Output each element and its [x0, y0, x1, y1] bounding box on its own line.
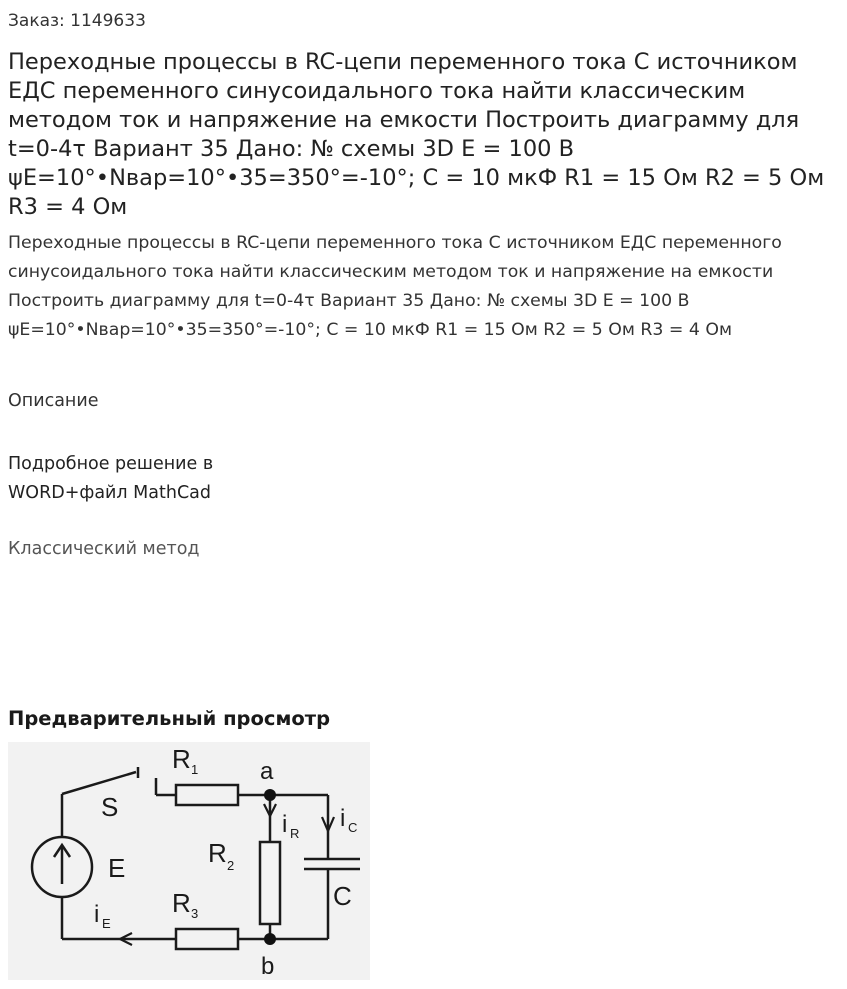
resistor-r3-icon: [176, 929, 238, 949]
preview-heading: Предварительный просмотр: [8, 707, 331, 730]
method-label: Классический метод: [8, 539, 200, 559]
circuit-preview: [8, 742, 370, 980]
label-ir-sub: R: [290, 826, 300, 841]
task-description: Переходные процессы в RC-цепи переменного тока С источником ЕДС переменного синусоидального тока найти классическим методом ток и напряжение на емкости Построить диаграмму для t=0-4τ Вариант 35 Дано: № схемы 3D E = 100 В ψE=10°•Nвар=10°•35=350°=-10°; С = 10 мкФ R1 = 15 Ом R2 = 5 Ом R3 = 4 Ом: [8, 233, 782, 340]
label-r2-sub: 2: [227, 858, 235, 873]
label-node-b: b: [261, 953, 275, 980]
label-node-a: a: [260, 758, 274, 785]
label-ic: i: [340, 805, 346, 832]
label-ic-sub: C: [348, 820, 358, 835]
label-r1: R: [172, 744, 191, 774]
node-b-dot: [264, 933, 276, 945]
switch-blade: [62, 772, 136, 794]
label-switch: S: [101, 792, 119, 822]
label-ir: i: [282, 811, 288, 838]
solution-detail: Подробное решение в WORD+файл MathCad: [8, 454, 214, 503]
node-a-dot: [264, 789, 276, 801]
label-r2: R: [208, 838, 227, 868]
description-heading: Описание: [8, 391, 99, 411]
label-source: E: [108, 853, 126, 883]
label-r1-sub: 1: [191, 762, 199, 777]
label-r3-sub: 3: [191, 906, 199, 921]
order-number: Заказ: 1149633: [8, 11, 146, 31]
page-title: Переходные процессы в RC-цепи переменного тока С источником ЕДС переменного синусоидального тока найти классическим методом ток и напряжение на емкости Построить диаграмму для t=0-4τ Вариант 35 Дано: № схемы 3D E = 100 В ψE=10°•Nвар=10°•35=350°=-10°; С = 10 мкФ R1 = 15 Ом R2 = 5 Ом R3 = 4 Ом: [8, 49, 825, 220]
label-ie: i: [94, 901, 100, 928]
label-ie-sub: E: [102, 916, 111, 931]
label-r3: R: [172, 888, 191, 918]
label-capacitor: C: [333, 881, 352, 911]
resistor-r2-icon: [260, 842, 280, 924]
resistor-r1-icon: [176, 785, 238, 805]
